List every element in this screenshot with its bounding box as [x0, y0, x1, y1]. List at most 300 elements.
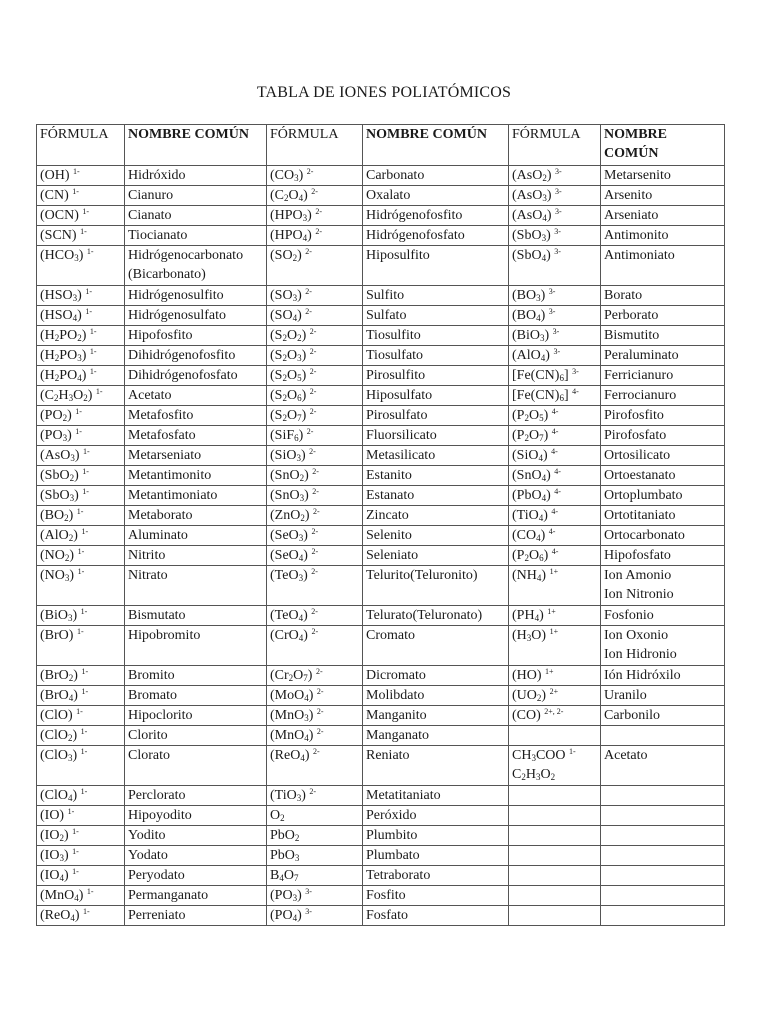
formula-text: (SbO$_2$) $^{1-}$: [40, 467, 89, 483]
table-row: [37, 406, 725, 426]
name-text: Metatitaniato: [366, 788, 441, 803]
name-text: Ion Nitronio: [604, 587, 674, 602]
name-header-1: NOMBRE COMÚN: [125, 125, 267, 166]
name-text: Telurato(Teluronato): [366, 608, 483, 623]
name-text: (Bicarbonato): [128, 267, 206, 282]
name-cell: [601, 206, 725, 226]
formula-cell: [509, 626, 601, 666]
table-row: [37, 286, 725, 306]
name-text: Dihidrógenofosfato: [128, 368, 238, 383]
name-text: Ortocarbonato: [604, 528, 685, 543]
name-text: Metantimoniato: [128, 488, 218, 503]
formula-cell: [509, 686, 601, 706]
formula-cell: [509, 386, 601, 406]
table-row: [37, 826, 725, 846]
formula-text: $(BO_4)$ $^{3-}$: [512, 307, 556, 323]
table-row: [37, 866, 725, 886]
name-cell: [125, 226, 267, 246]
table-row: [37, 506, 725, 526]
name-cell: [363, 426, 509, 446]
formula-text: (CO) $^{2+, 2-}$: [512, 707, 564, 723]
formula-text: (BrO$_2$) $^{1-}$: [40, 667, 89, 683]
formula-header-2: FÓRMULA: [267, 125, 363, 166]
name-cell: [125, 686, 267, 706]
table-row: [37, 246, 725, 286]
formula-cell: [509, 166, 601, 186]
table-row: [37, 426, 725, 446]
formula-text: $(IO_4)$ $^{1-}$: [40, 867, 79, 883]
table-row: [37, 846, 725, 866]
formula-text: (SbO$_3$) $^{3-}$: [512, 227, 561, 243]
name-text: Acetato: [128, 388, 172, 403]
formula-cell: [37, 346, 125, 366]
name-cell: [363, 786, 509, 806]
name-cell: [363, 866, 509, 886]
formula-text: (CN) $^{1-}$: [40, 187, 79, 203]
formula-text: (MnO$_4$) $^{1-}$: [40, 887, 94, 903]
formula-text: $(P_2O_6)$ $^{4-}$: [512, 547, 559, 563]
formula-cell: [37, 806, 125, 826]
formula-text: $(S_2O_5)$ $^{2-}$: [270, 367, 317, 383]
name-cell: [363, 666, 509, 686]
formula-text: $(P_2O_5)$ $^{4-}$: [512, 407, 559, 423]
name-text: Metarseniato: [128, 448, 202, 463]
name-cell: [125, 746, 267, 786]
formula-cell: [509, 786, 601, 806]
formula-text: $(UO_2)$ $^{2+}$: [512, 687, 559, 703]
name-cell: [363, 466, 509, 486]
formula-cell: [267, 186, 363, 206]
formula-text: $(H_2PO_2)$ $^{1-}$: [40, 327, 97, 343]
name-text: Nitrito: [128, 548, 166, 563]
name-text: Ortoestanato: [604, 468, 676, 483]
formula-text: (ClO) $^{1-}$: [40, 707, 83, 723]
name-cell: [601, 246, 725, 286]
name-cell: [125, 606, 267, 626]
name-cell: [125, 866, 267, 886]
formula-cell: [267, 866, 363, 886]
name-cell: [363, 846, 509, 866]
formula-cell: [37, 746, 125, 786]
table-row: [37, 686, 725, 706]
formula-text: $(HPO_4)$ $^{2-}$: [270, 227, 323, 243]
formula-text: (BiO$_3$) $^{3-}$: [512, 327, 560, 343]
formula-cell: [509, 246, 601, 286]
formula-cell: [37, 686, 125, 706]
name-cell: [601, 426, 725, 446]
formula-text: $(IO_2)$ $^{1-}$: [40, 827, 79, 843]
formula-cell: [509, 666, 601, 686]
name-text: Pirosulfato: [366, 408, 428, 423]
name-cell: [125, 726, 267, 746]
formula-header-1: FÓRMULA: [37, 125, 125, 166]
formula-text: (HO) $^{1+}$: [512, 667, 554, 683]
name-cell: [125, 486, 267, 506]
formula-text: (SiO$_3$) $^{2-}$: [270, 447, 316, 463]
formula-text: (IO) $^{1-}$: [40, 807, 75, 823]
name-text: Seleniato: [366, 548, 419, 563]
formula-cell: [509, 306, 601, 326]
formula-cell: [509, 526, 601, 546]
formula-cell: [267, 606, 363, 626]
formula-cell: [509, 226, 601, 246]
name-text: Plumbito: [366, 828, 418, 843]
formula-cell: [509, 726, 601, 746]
table-row: [37, 386, 725, 406]
name-text: Fosfito: [366, 888, 406, 903]
table-body: [37, 166, 725, 926]
name-text: Arsenito: [604, 188, 653, 203]
formula-cell: [37, 306, 125, 326]
name-cell: [601, 686, 725, 706]
name-cell: [601, 226, 725, 246]
name-text: Antimonito: [604, 228, 669, 243]
formula-text: (AsO$_4$) $^{3-}$: [512, 207, 562, 223]
name-text: Hipoyodito: [128, 808, 192, 823]
formula-text: $(CO_3)$ $^{2-}$: [270, 167, 314, 183]
name-text: Fluorsilicato: [366, 428, 437, 443]
name-text: Manganato: [366, 728, 429, 743]
name-cell: [601, 326, 725, 346]
name-cell: [363, 686, 509, 706]
formula-text: PbO$_2$: [270, 828, 300, 843]
formula-text: (OCN) $^{1-}$: [40, 207, 90, 223]
name-text: Sulfato: [366, 308, 407, 323]
formula-cell: [267, 566, 363, 606]
formula-cell: [267, 886, 363, 906]
formula-cell: [267, 546, 363, 566]
formula-cell: [37, 726, 125, 746]
formula-cell: [509, 826, 601, 846]
name-text: Antimoniato: [604, 248, 675, 263]
formula-cell: [509, 546, 601, 566]
name-cell: [125, 246, 267, 286]
formula-cell: [509, 806, 601, 826]
formula-text: (TiO$_4$) $^{4-}$: [512, 507, 559, 523]
formula-text: $(HSO_4)$ $^{1-}$: [40, 307, 93, 323]
formula-cell: [37, 866, 125, 886]
name-cell: [601, 846, 725, 866]
formula-cell: [509, 866, 601, 886]
name-text: Carbonato: [366, 168, 425, 183]
formula-text: (ClO$_2$) $^{1-}$: [40, 727, 88, 743]
formula-text: (ReO$_4$) $^{1-}$: [40, 907, 90, 923]
table-row: [37, 906, 725, 926]
formula-cell: [267, 466, 363, 486]
name-text: Selenito: [366, 528, 412, 543]
name-text: Yodato: [128, 848, 168, 863]
table-row: [37, 486, 725, 506]
name-cell: [125, 526, 267, 546]
formula-text: (SCN) $^{1-}$: [40, 227, 87, 243]
formula-cell: [37, 886, 125, 906]
formula-text: (SeO$_4$) $^{2-}$: [270, 547, 319, 563]
formula-text: (SbO$_4$) $^{3-}$: [512, 247, 561, 263]
name-text: Borato: [604, 288, 643, 303]
table-row: [37, 326, 725, 346]
formula-cell: [37, 486, 125, 506]
formula-text: $(H_2PO_3)$ $^{1-}$: [40, 347, 97, 363]
name-text: Aluminato: [128, 528, 188, 543]
formula-text: $[Fe(CN)_6]$ $^{3-}$: [512, 367, 579, 383]
name-cell: [601, 666, 725, 686]
formula-text: (AsO$_2$) $^{3-}$: [512, 167, 562, 183]
formula-cell: [267, 206, 363, 226]
table-row: [37, 446, 725, 466]
formula-cell: [37, 326, 125, 346]
formula-cell: [267, 346, 363, 366]
name-cell: [601, 626, 725, 666]
name-cell: [363, 226, 509, 246]
table-row: [37, 746, 725, 786]
formula-cell: [37, 206, 125, 226]
name-cell: [601, 726, 725, 746]
name-cell: [601, 826, 725, 846]
table-row: [37, 206, 725, 226]
name-cell: [125, 786, 267, 806]
formula-text: (PbO$_4$) $^{4-}$: [512, 487, 561, 503]
formula-text: $(H_2PO_4)$ $^{1-}$: [40, 367, 97, 383]
page-title: TABLA DE IONES POLIATÓMICOS: [256, 84, 512, 101]
name-cell: [363, 346, 509, 366]
name-cell: [363, 606, 509, 626]
formula-cell: [37, 826, 125, 846]
name-cell: [125, 186, 267, 206]
formula-cell: [509, 366, 601, 386]
name-text: Perclorato: [128, 788, 186, 803]
name-cell: [125, 706, 267, 726]
formula-text: $(HCO_3)$ $^{1-}$: [40, 247, 94, 263]
formula-text: (SnO$_3$) $^{2-}$: [270, 487, 319, 503]
name-text: Sulfito: [366, 288, 405, 303]
formula-cell: [509, 286, 601, 306]
name-cell: [363, 806, 509, 826]
formula-text: $(PH_4)$ $^{1+}$: [512, 607, 556, 623]
name-cell: [601, 706, 725, 726]
formula-text: (ReO$_4$) $^{2-}$: [270, 747, 320, 763]
formula-text: (MnO$_4$) $^{2-}$: [270, 727, 324, 743]
formula-text: $(NO_2)$ $^{1-}$: [40, 547, 85, 563]
formula-cell: [267, 786, 363, 806]
name-text: Oxalato: [366, 188, 411, 203]
name-text: Metasilicato: [366, 448, 436, 463]
name-cell: [125, 446, 267, 466]
formula-text: $(PO_3)$ $^{1-}$: [40, 427, 82, 443]
formula-text: $(SO_3)$ $^{2-}$: [270, 287, 312, 303]
name-text: Cromato: [366, 628, 415, 643]
formula-cell: [37, 906, 125, 926]
name-cell: [601, 506, 725, 526]
name-cell: [601, 386, 725, 406]
formula-cell: [37, 226, 125, 246]
name-cell: [363, 626, 509, 666]
name-cell: [601, 466, 725, 486]
table-row: [37, 886, 725, 906]
formula-text: (AlO$_2$) $^{1-}$: [40, 527, 89, 543]
formula-cell: [37, 526, 125, 546]
name-cell: [601, 906, 725, 926]
name-text: Metarsenito: [604, 168, 671, 183]
name-text: Ortoplumbato: [604, 488, 683, 503]
name-text: Hiposulfato: [366, 388, 433, 403]
name-cell: [363, 566, 509, 606]
formula-cell: [267, 726, 363, 746]
table-row: [37, 546, 725, 566]
formula-text: $(S_2O_7)$ $^{2-}$: [270, 407, 317, 423]
formula-text: $(PO_2)$ $^{1-}$: [40, 407, 82, 423]
table-row: [37, 226, 725, 246]
name-text: Peróxido: [366, 808, 417, 823]
name-cell: [363, 326, 509, 346]
formula-cell: [267, 526, 363, 546]
name-cell: [125, 346, 267, 366]
table-row: [37, 666, 725, 686]
formula-text: (ClO$_3$) $^{1-}$: [40, 747, 88, 763]
name-cell: [363, 366, 509, 386]
formula-text: (ZnO$_2$) $^{2-}$: [270, 507, 320, 523]
formula-cell: [267, 306, 363, 326]
name-cell: [363, 746, 509, 786]
formula-cell: [509, 206, 601, 226]
name-text: Tiocianato: [128, 228, 188, 243]
name-cell: [363, 726, 509, 746]
name-cell: [125, 466, 267, 486]
name-text: Manganito: [366, 708, 427, 723]
name-cell: [125, 506, 267, 526]
name-cell: [363, 446, 509, 466]
name-cell: [601, 786, 725, 806]
name-text: Molibdato: [366, 688, 425, 703]
formula-cell: [267, 686, 363, 706]
name-cell: [363, 706, 509, 726]
name-text: Plumbato: [366, 848, 420, 863]
formula-cell: [267, 426, 363, 446]
name-cell: [601, 806, 725, 826]
formula-text: (BrO) $^{1-}$: [40, 627, 84, 643]
name-text: Peraluminato: [604, 348, 679, 363]
name-text: Hipofosfato: [604, 548, 671, 563]
name-cell: [125, 166, 267, 186]
formula-cell: [509, 346, 601, 366]
formula-cell: [267, 706, 363, 726]
name-text: Hipofosfito: [128, 328, 193, 343]
name-text: Hipoclorito: [128, 708, 193, 723]
formula-text: (CrO$_4$) $^{2-}$: [270, 627, 319, 643]
formula-text: $O_2$: [270, 808, 285, 823]
name-text: Ferricianuro: [604, 368, 674, 383]
name-text: Arseniato: [604, 208, 659, 223]
formula-cell: [509, 466, 601, 486]
formula-text: (MoO$_4$) $^{2-}$: [270, 687, 324, 703]
name-text: Cianato: [128, 208, 172, 223]
formula-text: $(Cr_2O_7)$ $^{2-}$: [270, 667, 323, 683]
formula-cell: [509, 506, 601, 526]
name-text: Metafosfito: [128, 408, 194, 423]
formula-cell: [267, 626, 363, 666]
name-text: Reniato: [366, 748, 410, 763]
name-text: Metaborato: [128, 508, 193, 523]
formula-text: (SnO$_2$) $^{2-}$: [270, 467, 319, 483]
name-cell: [601, 366, 725, 386]
table-row: [37, 346, 725, 366]
formula-cell: [509, 846, 601, 866]
formula-text: $B_4O_7$: [270, 868, 299, 883]
formula-text: (TeO$_3$) $^{2-}$: [270, 567, 318, 583]
formula-cell: [37, 446, 125, 466]
formula-text: (OH) $^{1-}$: [40, 167, 80, 183]
name-text: Hidrógenocarbonato: [128, 248, 244, 263]
table-row: [37, 366, 725, 386]
name-cell: [363, 526, 509, 546]
formula-cell: [37, 186, 125, 206]
formula-cell: [37, 506, 125, 526]
name-text: Clorato: [128, 748, 170, 763]
name-cell: [363, 306, 509, 326]
name-text: Carbonilo: [604, 708, 660, 723]
formula-text: (SiF$_6$) $^{2-}$: [270, 427, 314, 443]
formula-text: (SnO$_4$) $^{4-}$: [512, 467, 561, 483]
name-text: Ion Hidronio: [604, 647, 677, 662]
formula-cell: [509, 886, 601, 906]
name-cell: [601, 406, 725, 426]
name-text: Nitrato: [128, 568, 168, 583]
name-text: Hidrógenofosfito: [366, 208, 463, 223]
formula-text: $(S_2O_6)$ $^{2-}$: [270, 387, 317, 403]
formula-text: $(P_2O_7)$ $^{4-}$: [512, 427, 559, 443]
formula-text: (TiO$_3$) $^{2-}$: [270, 787, 317, 803]
name-cell: [125, 546, 267, 566]
name-cell: [601, 866, 725, 886]
formula-text: $(HSO_3)$ $^{1-}$: [40, 287, 93, 303]
name-cell: [601, 886, 725, 906]
formula-cell: [509, 606, 601, 626]
name-cell: [125, 326, 267, 346]
name-cell: [125, 826, 267, 846]
name-text: Hiposulfito: [366, 248, 430, 263]
name-cell: [125, 306, 267, 326]
name-cell: [363, 886, 509, 906]
formula-text: (SbO$_3$) $^{1-}$: [40, 487, 89, 503]
table-row: [37, 706, 725, 726]
name-text: Tiosulfato: [366, 348, 424, 363]
formula-text: $(C_2O_4)$ $^{2-}$: [270, 187, 318, 203]
name-cell: [125, 666, 267, 686]
formula-text: $(CO_4)$ $^{4-}$: [512, 527, 556, 543]
formula-cell: [37, 466, 125, 486]
name-cell: [601, 566, 725, 606]
name-cell: [125, 886, 267, 906]
name-text: Hidrógenosulfato: [128, 308, 226, 323]
name-cell: [601, 746, 725, 786]
name-cell: [125, 366, 267, 386]
name-cell: [601, 306, 725, 326]
name-cell: [125, 426, 267, 446]
formula-cell: [267, 666, 363, 686]
name-cell: [125, 626, 267, 666]
formula-text: (SeO$_3$) $^{2-}$: [270, 527, 319, 543]
formula-text: $(S_2O_2)$ $^{2-}$: [270, 327, 317, 343]
formula-cell: [267, 826, 363, 846]
name-cell: [125, 906, 267, 926]
name-cell: [363, 826, 509, 846]
table-row: [37, 306, 725, 326]
name-cell: [363, 546, 509, 566]
name-text: Ión Hidróxilo: [604, 668, 681, 683]
formula-cell: [37, 786, 125, 806]
name-cell: [363, 206, 509, 226]
table-row: [37, 606, 725, 626]
name-text: Ferrocianuro: [604, 388, 677, 403]
